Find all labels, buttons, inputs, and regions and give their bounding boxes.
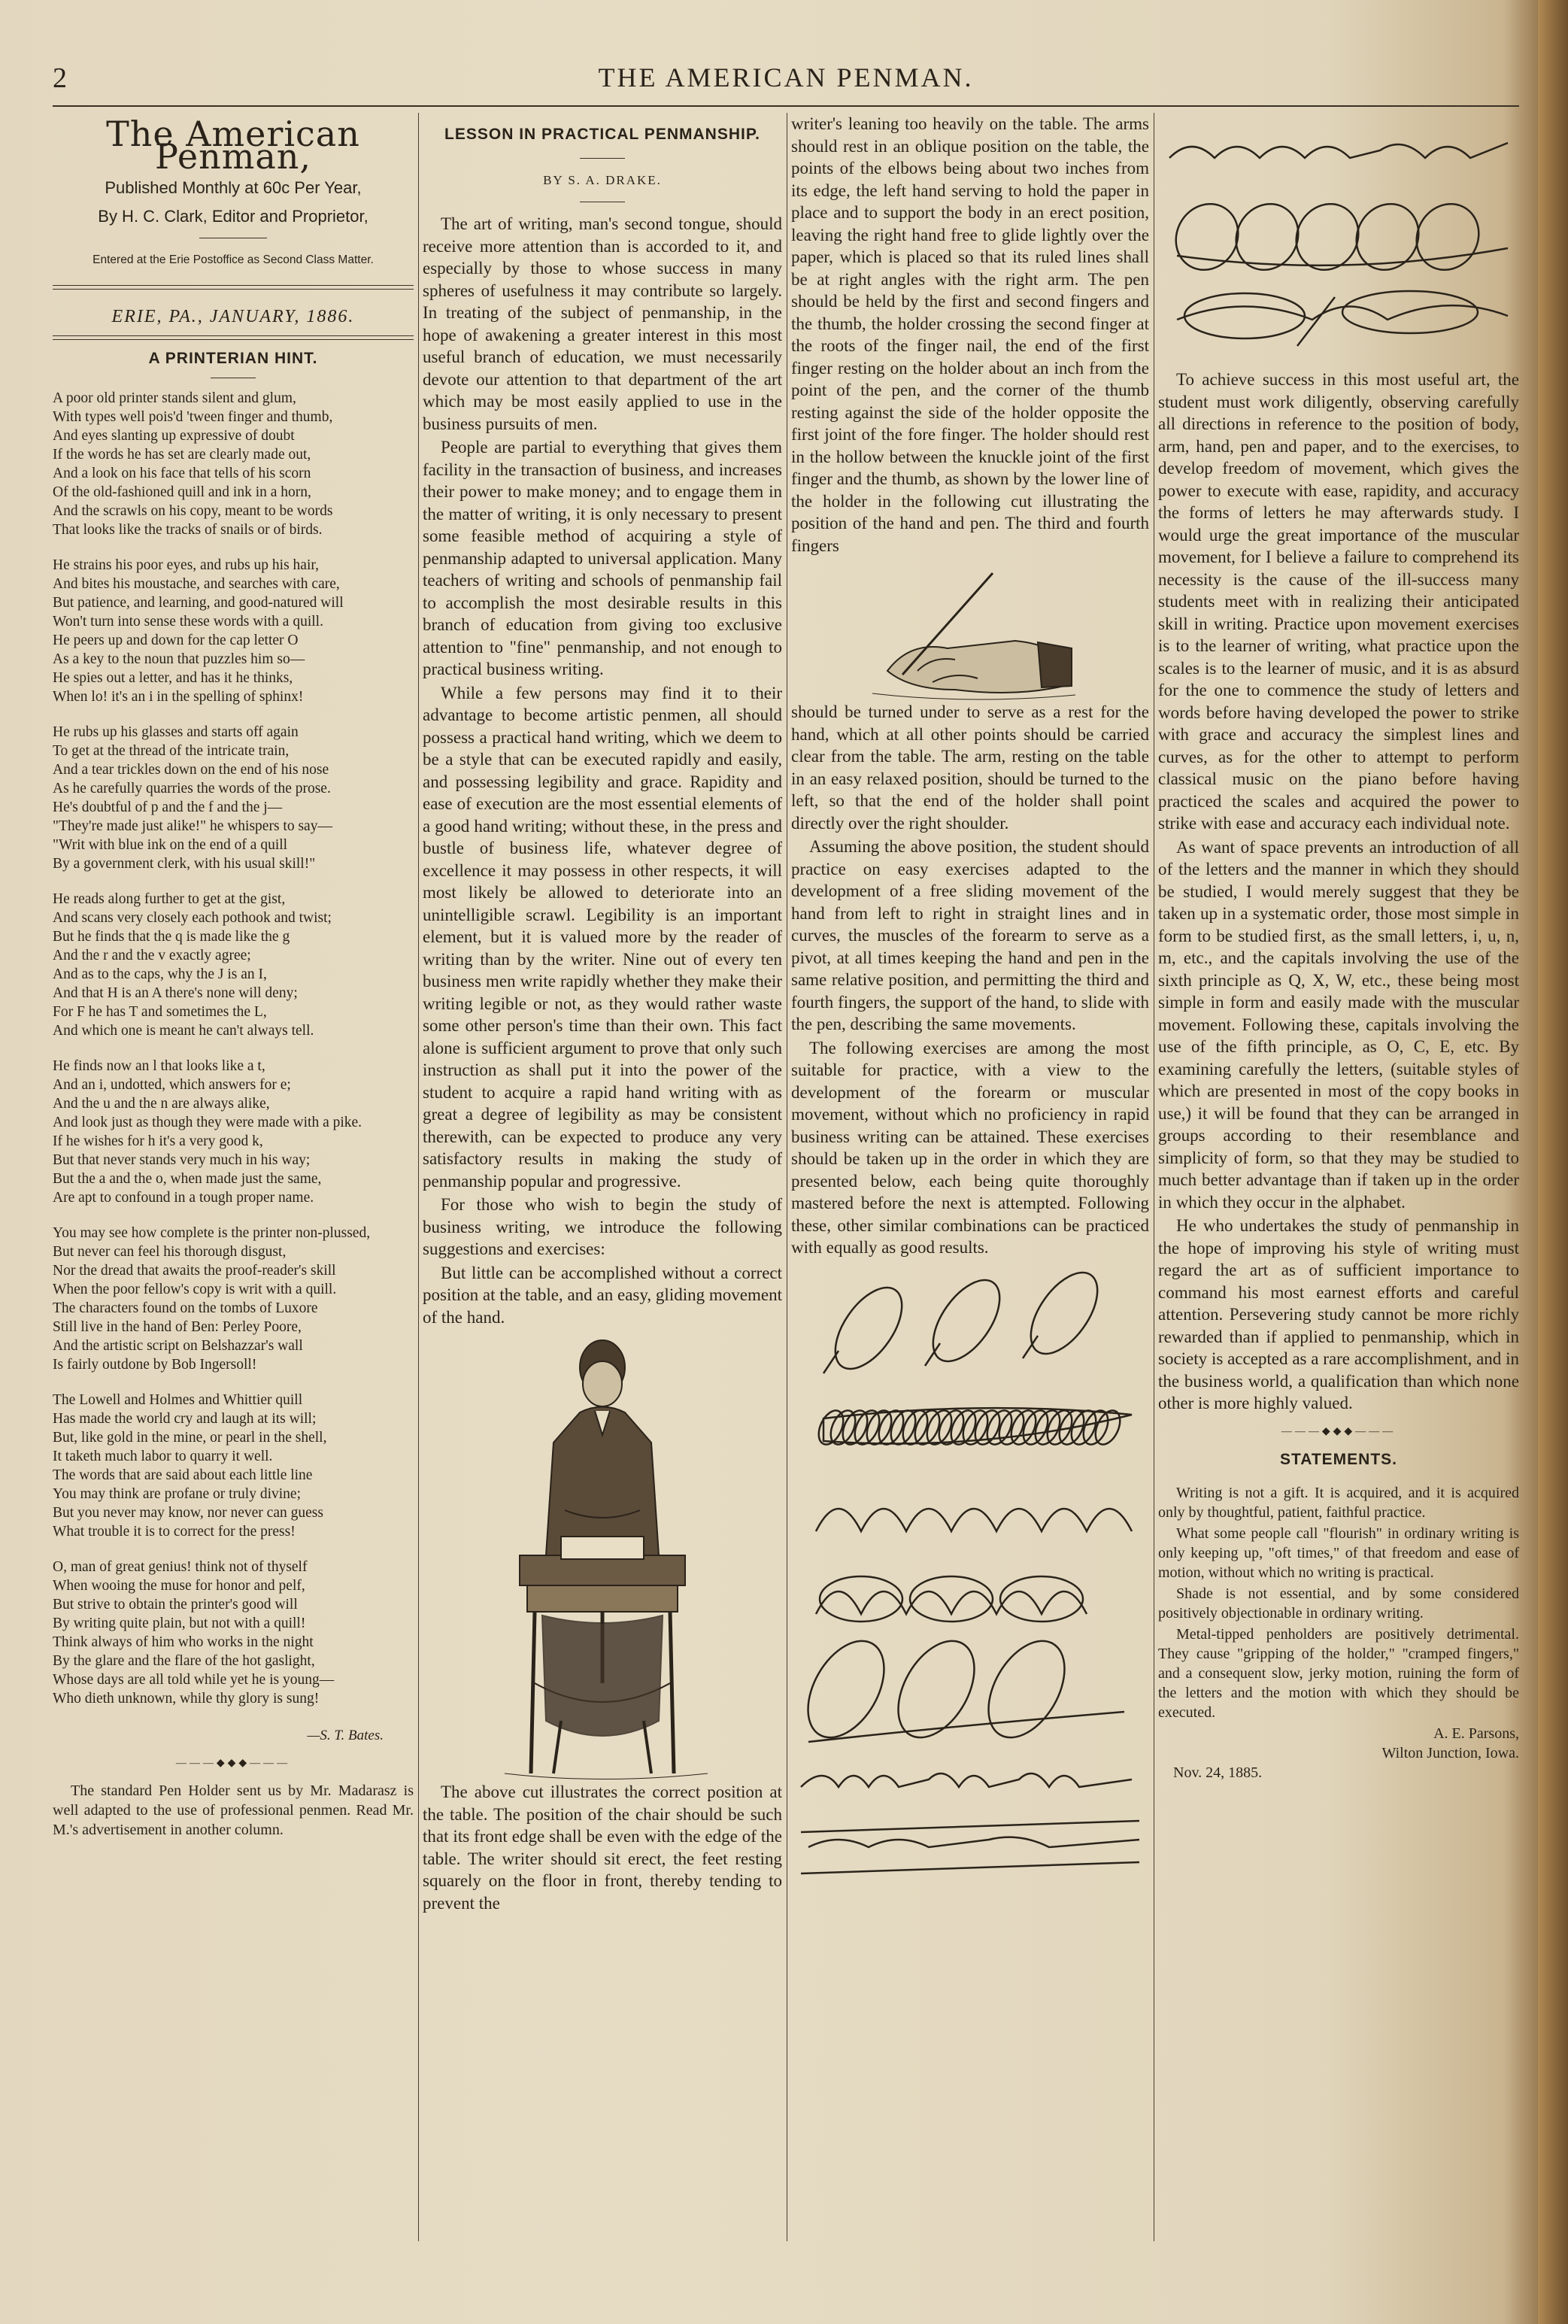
poem-stanza xyxy=(53,890,414,1040)
poem-line: For F he has T and sometimes the L, xyxy=(53,1003,267,1020)
poem-line: Are apt to confound in a tough proper name. xyxy=(53,1189,314,1206)
column-4 xyxy=(1158,113,1519,1782)
poem-line: The characters found on the tombs of Luxore xyxy=(53,1300,318,1316)
lesson-text xyxy=(423,1781,782,1914)
poem-stanza xyxy=(53,1057,414,1207)
statements-author: A. E. Parsons, xyxy=(1433,1725,1519,1742)
poem-line: And that H is an A there's none will deny; xyxy=(53,985,298,1001)
paragraph: He who undertakes the study of penmanship in the hope of improving his style of writing must regard the art as of sufficient importance to command his most earnest efforts and careful attention. Persevering study cannot be more richly rewarded than if applied to penmanship, which in society is accepted as a rare accomplishment, and in the business world, a qualification than which none other is more highly valued. xyxy=(1158,1216,1519,1412)
divider xyxy=(53,335,414,340)
paragraph: To achieve success in this most useful art, the student must work diligently, observing carefully all directions in reference to the position of body, arm, hand, pen and paper, and to the exercises, to develop freedom of movement, which gives the power to execute with ease, rapidity, and accuracy the forms of letters he may afterwards study. I would urge the great importance of the muscular movement, for I believe a failure to comprehend its necessity is the cause of the ill-success many students meet with in realizing their anticipated skill in writing. Practice upon movement exercises is to the learner of writing, what practice upon the scales is to the learner of music, and it is as absurd for the one to commence the study of letters and words before having developed the power to strike with grace and accuracy the simplest lines and curves, as for the other to attempt to perform classical music on the piano before having practiced the scales and acquired the power to strike with ease and accuracy each individual note. xyxy=(1158,370,1519,833)
poem-line: When the poor fellow's copy is writ with a quill. xyxy=(53,1281,337,1297)
statements-place: Wilton Junction, Iowa. xyxy=(1381,1744,1519,1761)
poem-line: By writing quite plain, but not with a quill! xyxy=(53,1615,306,1631)
page-edge xyxy=(1538,0,1568,2324)
poem-title: A PRINTERIAN HINT. xyxy=(148,350,318,367)
paragraph: People are partial to everything that gives them facility in the transaction of business, and increases their power to make money; and to engage them in the matter of writing, it is only necessary to present some feasible method of acquiring a style of penmanship adapted to universal application. Many teachers of writing and schools of penmanship fail to accomplish the most desirable results in this branch of education from giving too exclusive attention to "fine" penmanship, and not enough to practical business writing. xyxy=(423,438,782,678)
statements-title: STATEMENTS. xyxy=(1279,1451,1398,1468)
poem-line: "Writ with blue ink on the end of a quill xyxy=(53,836,288,853)
masthead-entered: Entered at the Erie Postoffice as Second Class Matter. xyxy=(93,253,374,266)
poem-line: By the glare and the flare of the hot gaslight, xyxy=(53,1652,315,1669)
writing-position-illustration xyxy=(490,1330,715,1781)
poem-line: With types well pois'd 'tween finger and thumb, xyxy=(53,408,333,425)
masthead-editor: By H. C. Clark, Editor and Proprietor, xyxy=(98,206,368,226)
poem-line: The words that are said about each little line xyxy=(53,1467,313,1483)
page-header xyxy=(53,62,1519,107)
poem-line: To get at the thread of the intricate train, xyxy=(53,742,290,759)
poem-stanza xyxy=(53,556,414,706)
poem-body xyxy=(53,389,414,1708)
poem-stanza xyxy=(53,389,414,539)
poem-line: And scans very closely each pothook and twist; xyxy=(53,909,332,926)
poem-line: That looks like the tracks of snails or of birds. xyxy=(53,521,323,538)
poem-line: By a government clerk, with his usual skill!" xyxy=(53,855,316,872)
poem-line: Is fairly outdone by Bob Ingersoll! xyxy=(53,1356,257,1373)
masthead-title: The American Penman, xyxy=(106,114,360,177)
poem-line: It taketh much labor to quarry it well. xyxy=(53,1448,273,1464)
poem-line: Of the old-fashioned quill and ink in a horn, xyxy=(53,484,311,500)
poem-line: And a look on his face that tells of his scorn xyxy=(53,465,311,481)
poem-line: He rubs up his glasses and starts off again xyxy=(53,724,299,740)
lesson-text xyxy=(423,213,782,1328)
poem-line: But that never stands very much in his way; xyxy=(53,1151,311,1168)
page-number: 2 xyxy=(53,62,67,94)
column-2 xyxy=(423,113,782,1916)
paragraph: should be turned under to serve as a rest for the hand, which at all other points should be carried clear from the table. The arm, resting on the table in an easy relaxed position, should be turned to the left, so that the end of the holder shall point directly over the right shoulder. xyxy=(791,702,1149,833)
poem-line: "They're made just alike!" he whispers to say— xyxy=(53,818,332,834)
paragraph: Shade is not essential, and by some considered positively objectionable in ordinary writing. xyxy=(1158,1585,1519,1622)
poem-line: He finds now an l that looks like a t, xyxy=(53,1057,265,1074)
poem-stanza xyxy=(53,723,414,873)
column-1 xyxy=(53,113,414,1841)
poem-line: Think always of him who works in the night xyxy=(53,1634,314,1650)
poem-line: But, like gold in the mine, or pearl in the shell, xyxy=(53,1429,327,1446)
script-exercises-illustration xyxy=(1162,113,1515,369)
poem-line: And the r and the v exactly agree; xyxy=(53,947,251,963)
poem-line: He strains his poor eyes, and rubs up his hair, xyxy=(53,557,319,573)
poem-line: Has made the world cry and laugh at its will; xyxy=(53,1410,317,1427)
paragraph: The art of writing, man's second tongue, should receive more attention than is accorded to it, and especially by those to whose success in many spheres of usefulness it may contribute so largely. In treating of the subject of penmanship, in the hope of awakening a greater interest in this most useful branch of education, we must necessarily devote our attention to that department of the art which may be most easily applied to use in the business pursuits of men. xyxy=(423,214,782,433)
running-title: THE AMERICAN PENMAN. xyxy=(598,62,974,93)
movement-exercises-illustration xyxy=(793,1261,1147,1885)
poem-line: But strive to obtain the printer's good will xyxy=(53,1596,298,1613)
poem-stanza xyxy=(53,1224,414,1374)
poem-line: If the words he has set are clearly made out, xyxy=(53,446,311,463)
poem-line: If he wishes for h it's a very good k, xyxy=(53,1133,263,1149)
poem-line: And eyes slanting up expressive of doubt xyxy=(53,427,295,444)
poem-line: He spies out a letter, and has it he thinks, xyxy=(53,669,293,686)
column-3 xyxy=(791,113,1149,1885)
poem-line: The Lowell and Holmes and Whittier quill xyxy=(53,1391,303,1408)
poem-line: Who dieth unknown, while thy glory is sung! xyxy=(53,1690,320,1707)
paragraph: Metal-tipped penholders are positively detrimental. They cause "gripping of the holder," "cramped fingers," and a consequent slow, jerky motion, ruining the form of the letters and the motion with which they should be executed. xyxy=(1158,1625,1519,1721)
poem-line: He's doubtful of p and the f and the j— xyxy=(53,799,283,815)
poem-line: He peers up and down for the cap letter O xyxy=(53,632,299,648)
ornament-divider: ———◆◆◆——— xyxy=(175,1758,291,1769)
paragraph: While a few persons may find it to their advantage to become artistic penmen, all should possess a practical hand writing, which we deem to be a style that can be executed rapidly and easily, and possessing legibility and grace. Rapidity and ease of execution are the most essential elements of a good hand writing; without these, in the press and bustle of business life, whatever degree of excellence it may possess in other respects, it will most likely be allowed to deteriorate into an unintelligible scrawl. Legibility is an important element, but it is valued more by the reader of writing than by the writer. Nine out of every ten business men write rapidly whether they make their writing legible or not, as they would rather waste some other person's time than their own. This fact alone is sufficient argument to prove that only such instruction as shall put it into the power of the student to acquire a rapid hand writing with as great a degree of legibility as may be consistent therewith, can be expected to produce any very satisfactory results in making the study of penmanship popular and progressive. xyxy=(423,683,782,1191)
poem-stanza xyxy=(53,1391,414,1541)
poem-line: And as to the caps, why the J is an I, xyxy=(53,966,267,982)
poem-line: And the artistic script on Belshazzar's wall xyxy=(53,1337,303,1354)
statements-text xyxy=(1158,1483,1519,1722)
paragraph: The above cut illustrates the correct position at the table. The position of the chair should be such that its front edge shall be even with the edge of the table. The writer should sit erect, the feet resting squarely on the floor in front, thereby tending to prevent the xyxy=(423,1782,782,1913)
paragraph: writer's leaning too heavily on the table. The arms should rest in an oblique position on the table, the points of the elbows being about two inches from its edge, the left hand serving to hold the paper in place and to support the body in an erect position, leaving the right hand free to glide lightly over the paper, which is placed so that its ruled lines shall be at right angles with the right arm. The pen should be held by the first and second fingers and the thumb, the holder crossing the second finger at the roots of the finger nail, the end of the first finger resting on the holder about an inch from the point of the pen, and the corner of the thumb resting against the side of the holder opposite the first joint of the fore finger. The holder should rest in the hollow between the knuckle joint of the first finger and the thumb, as shown by the lower line of the holder in the following cut illustrating the position of the hand and pen. The third and fourth fingers xyxy=(791,114,1149,555)
paragraph: What some people call "flourish" in ordinary writing is only keeping up, "oft times," of that freedom and ease of motion, without which no writing is practical. xyxy=(1158,1525,1519,1581)
poem-line: Nor the dread that awaits the proof-reader's skill xyxy=(53,1262,336,1279)
poem-line: But you never may know, nor never can guess xyxy=(53,1504,323,1521)
lesson-text xyxy=(791,113,1149,557)
poem-line: But patience, and learning, and good-natured will xyxy=(53,594,344,611)
paragraph: As want of space prevents an introduction of all of the letters and the manner in which they should be studied, I would merely suggest that they be taken up in a systematic order, those most simple in form to be studied first, as the small letters, i, u, n, m, etc., and the capitals involving the use of the sixth principle as Q, X, W, etc., these being most simple in form and easily made with the muscular movement. Following these, capitals involving the use of the fifth principle, as O, C, E, etc. By examining carefully the letters, (suitable styles of which are presented in most of the copy books in use,) it will be found that they can be arranged in groups according to their resemblance and simplicity of form, so that they may be studied to much better advantage than if taken up in the order in which they occur in the alphabet. xyxy=(1158,837,1519,1212)
divider xyxy=(580,158,625,159)
masthead-published: Published Monthly at 60c Per Year, xyxy=(105,178,362,197)
ornament-divider: ———◆◆◆——— xyxy=(1281,1425,1397,1437)
poem-line: As he carefully quarries the words of the prose. xyxy=(53,780,331,796)
lesson-text xyxy=(791,701,1149,1259)
poem-stanza xyxy=(53,1558,414,1708)
dateline: ERIE, PA., JANUARY, 1886. xyxy=(111,306,355,326)
paragraph: Writing is not a gift. It is acquired, and it is acquired only by thoughtful, patient, faithful practice. xyxy=(1158,1484,1519,1521)
paragraph: The following exercises are among the most suitable for practice, with a view to the development of the forearm or muscular movement, without which no proficiency in rapid business writing can be attained. These exercises should be taken up in the order in which they are presented below, each being quite thoroughly mastered before the next is attempted. Following these, other similar combinations can be practiced with equally as good results. xyxy=(791,1038,1149,1257)
poem-line: But the a and the o, when made just the same, xyxy=(53,1170,322,1187)
poem-line: But he finds that the q is made like the g xyxy=(53,928,290,945)
paragraph: For those who wish to begin the study of business writing, we introduce the following suggestions and exercises: xyxy=(423,1195,782,1258)
poem-line: O, man of great genius! think not of thyself xyxy=(53,1558,308,1575)
header-rule xyxy=(53,105,1519,107)
lesson-title: LESSON IN PRACTICAL PENMANSHIP. xyxy=(444,126,760,143)
poem-line: And the u and the n are always alike, xyxy=(53,1095,270,1112)
lesson-byline: BY S. A. DRAKE. xyxy=(543,172,662,187)
column-rule xyxy=(418,113,419,2241)
poem-line: He reads along further to get at the gist, xyxy=(53,890,286,907)
poem-line: But never can feel his thorough disgust, xyxy=(53,1243,287,1260)
poem-line: As a key to the noun that puzzles him so— xyxy=(53,651,305,667)
poem-author: —S. T. Bates. xyxy=(307,1727,384,1743)
poem-line: And an i, undotted, which answers for e; xyxy=(53,1076,291,1093)
poem-line: When wooing the muse for honor and pelf, xyxy=(53,1577,305,1594)
poem-line: And which one is meant he can't always tell. xyxy=(53,1022,314,1039)
poem-line: What trouble it is to correct for the press! xyxy=(53,1523,296,1540)
lesson-text xyxy=(1158,369,1519,1415)
poem-line: Whose days are all told while yet he is young— xyxy=(53,1671,335,1688)
poem-line: When lo! it's an i in the spelling of sphinx! xyxy=(53,688,304,705)
paragraph: Assuming the above position, the student should practice on easy exercises adapted to the development of a free sliding movement of the hand from left to right in straight lines and in curves, the muscles of the forearm to serve as a pivot, at all times keeping the hand and pen in the same relative position, and permitting the third and fourth fingers, the support of the hand, to slide with the pen, describing the same movements. xyxy=(791,837,1149,1033)
poem-line: And bites his moustache, and searches with care, xyxy=(53,575,340,592)
poem-line: You may see how complete is the printer non-plussed, xyxy=(53,1224,371,1241)
poem-line: And a tear trickles down on the end of his nose xyxy=(53,761,329,778)
ad-note: The standard Pen Holder sent us by Mr. Madarasz is well adapted to the use of professional penmen. Read Mr. M.'s advertisement in another column. xyxy=(53,1782,414,1838)
divider xyxy=(53,285,414,290)
poem-line: A poor old printer stands silent and glum, xyxy=(53,390,296,406)
hand-pen-illustration xyxy=(857,558,1083,701)
poem-line: You may think are profane or truly divine; xyxy=(53,1485,301,1502)
poem-line: And the scrawls on his copy, meant to be words xyxy=(53,502,333,519)
poem-line: Still live in the hand of Ben: Perley Poore, xyxy=(53,1318,302,1335)
paragraph: But little can be accomplished without a correct position at the table, and an easy, gliding movement of the hand. xyxy=(423,1263,782,1327)
poem-line: Won't turn into sense these words with a quill. xyxy=(53,613,323,630)
poem-line: And look just as though they were made with a pike. xyxy=(53,1114,362,1130)
statements-date: Nov. 24, 1885. xyxy=(1173,1764,1263,1781)
